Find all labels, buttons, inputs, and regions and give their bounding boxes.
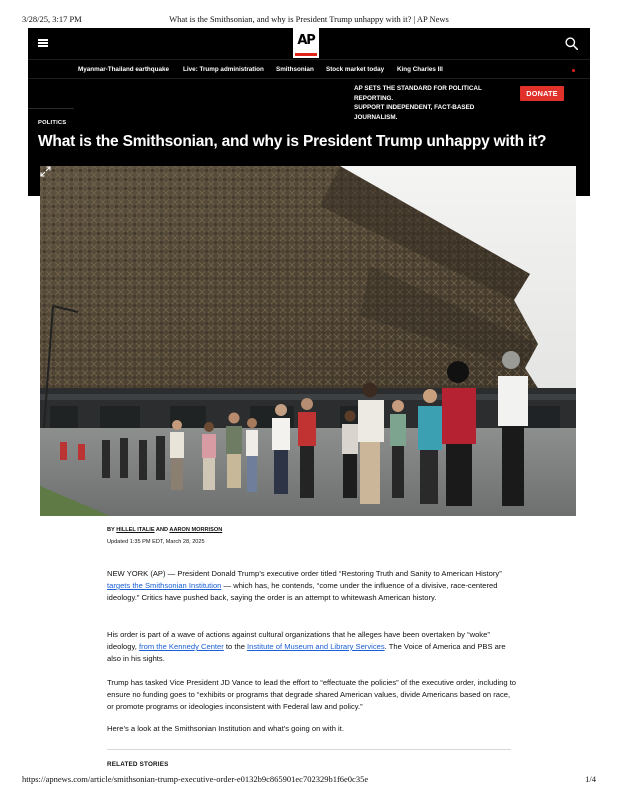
p2-text-c: . The Voice of America and PBS are also in his sights. — [107, 642, 506, 663]
p1-text-b: — which has, he contends, “come under the influence of a divisive, race-centered ideology.” Critics have pushed back, saying the order is an attempt to whitewash American history. — [107, 581, 498, 602]
print-datetime: 3/28/25, 3:17 PM — [22, 14, 82, 24]
print-url: https://apnews.com/article/smithsonian-trump-executive-order-e0132b9c865901ec702329b1f6e0c35e — [22, 774, 369, 784]
ap-logo[interactable] — [293, 28, 319, 58]
article-headline: What is the Smithsonian, and why is President Trump unhappy with it? — [38, 133, 547, 150]
promo-banner — [354, 84, 519, 122]
paragraph-4: Here’s a look at the Smithsonian Institution and what’s going on with it. — [107, 724, 344, 733]
section-divider — [107, 749, 511, 750]
link-kennedy-center[interactable]: from the Kennedy Center — [138, 642, 224, 651]
link-imls[interactable]: Institute of Museum and Library Services — [247, 642, 385, 651]
updated-timestamp: Updated 1:35 PM EDT, March 28, 2025 — [107, 539, 205, 545]
print-page-number: 1/4 — [585, 774, 596, 784]
print-footer — [22, 774, 596, 786]
related-stories-heading: RELATED STORIES — [107, 761, 169, 768]
p1-text-a: NEW YORK (AP) — President Donald Trump’s executive order titled “Restoring Truth and Sanity to American History” — [107, 569, 502, 578]
topic-link-king-charles[interactable]: King Charles III — [397, 66, 443, 73]
top-bar — [28, 28, 590, 58]
live-dot-icon — [572, 69, 575, 72]
promo-line-2: SUPPORT INDEPENDENT, FACT-BASED JOURNALISM. — [354, 104, 475, 121]
byline — [107, 527, 222, 533]
author-link-hillel-italie[interactable]: HILLEL ITALIE — [116, 527, 155, 533]
hamburger-menu-icon[interactable] — [38, 39, 48, 47]
logo-text: AP — [297, 33, 315, 48]
topic-link-stock-market[interactable]: Stock market today — [326, 66, 385, 73]
hero-image[interactable] — [40, 166, 576, 516]
trending-topics-bar — [28, 59, 590, 79]
p2-text-a: His order is part of a wave of actions against cultural organizations that he alleges have been overtaken by “woke” ideology, — [107, 630, 490, 651]
paragraph-1 — [107, 568, 517, 604]
print-header — [22, 14, 596, 26]
header-divider — [28, 108, 74, 109]
byline-prefix: BY — [107, 527, 115, 533]
p2-text-b: to the — [223, 642, 248, 651]
donate-button[interactable]: DONATE — [520, 86, 564, 101]
author-link-aaron-morrison[interactable]: AARON MORRISON — [169, 527, 223, 533]
topic-link-trump-administration[interactable]: Live: Trump administration — [183, 66, 264, 73]
byline-joiner: AND — [155, 527, 169, 533]
topic-link-smithsonian[interactable]: Smithsonian — [276, 66, 314, 73]
paragraph-2 — [107, 629, 517, 665]
museum-photo — [40, 166, 576, 516]
promo-line-1: AP SETS THE STANDARD FOR POLITICAL REPORTING. — [354, 85, 482, 102]
search-icon[interactable] — [565, 37, 578, 50]
paragraph-3: Trump has tasked Vice President JD Vance to lead the effort to “effectuate the policies” of the executive order, including to ensure no funding goes to “exhibits or programs that degrade shared American values, divide Americans based on race, or promote programs or ideologies inconsistent with Federal law and policy.” — [107, 678, 517, 711]
link-targets-smithsonian[interactable]: targets the Smithsonian Institution — [107, 581, 222, 590]
logo-red-bar — [295, 53, 317, 56]
print-document-title: What is the Smithsonian, and why is President Trump unhappy with it? | AP News — [169, 14, 449, 24]
topic-link-myanmar-thailand-earthquake[interactable]: Myanmar-Thailand earthquake — [78, 66, 169, 73]
expand-icon[interactable] — [40, 166, 51, 177]
section-label[interactable]: POLITICS — [38, 120, 67, 126]
